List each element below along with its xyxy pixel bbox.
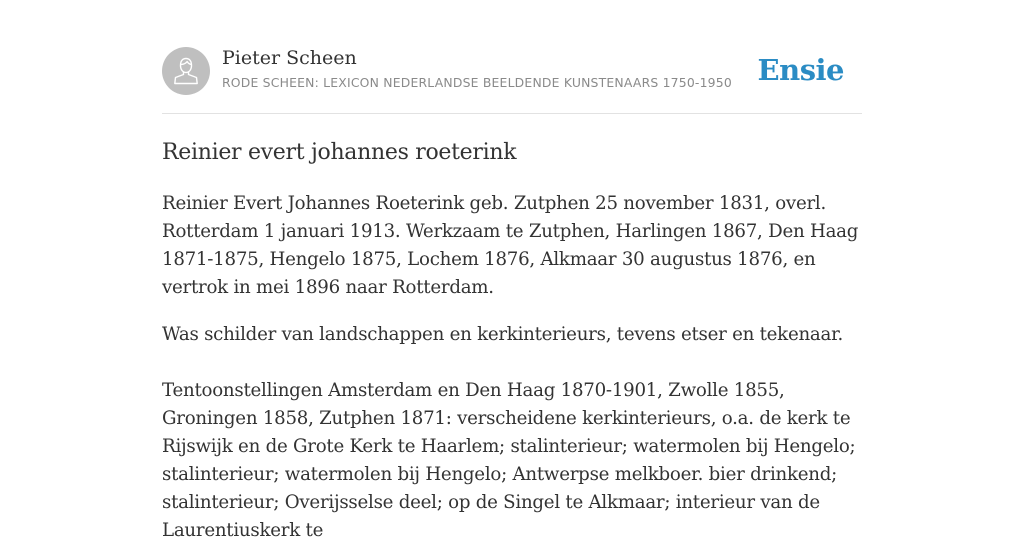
user-silhouette-icon (162, 47, 210, 95)
article-header (162, 46, 862, 96)
source-title[interactable]: RODE SCHEEN: LEXICON NEDERLANDSE BEELDENDE KUNSTENAARS 1750-1950 (222, 75, 732, 90)
brand-logo[interactable]: Ensie (757, 53, 844, 87)
page-title: Reinier evert johannes roeterink (162, 140, 517, 165)
article-body (162, 190, 862, 545)
author-name[interactable]: Pieter Scheen (222, 47, 357, 69)
paragraph: Tentoonstellingen Amsterdam en Den Haag 1870-1901, Zwolle 1855, Groningen 1858, Zutphen 1871: verscheidene kerkinterieurs, o.a. de kerk te Rijswijk en de Grote Kerk te Haarlem; stalinterieur; watermolen bij Hengelo; stalinterieur; watermolen bij Hengelo; Antwerpse melkboer. bier drinkend; stalinterieur; Overijsselse deel; op de Singel te Alkmaar; interieur van de Laurentiuskerk te (162, 380, 856, 541)
divider (162, 113, 862, 114)
paragraph: Reinier Evert Johannes Roeterink geb. Zutphen 25 november 1831, overl. Rotterdam 1 januari 1913. Werkzaam te Zutphen, Harlingen 1867, Den Haag 1871-1875, Hengelo 1875, Lochem 1876, Alkmaar 30 augustus 1876, en vertrok in mei 1896 naar Rotterdam. (162, 193, 859, 298)
paragraph: Was schilder van landschappen en kerkinterieurs, tevens etser en tekenaar. (162, 324, 844, 345)
avatar[interactable] (162, 47, 210, 95)
